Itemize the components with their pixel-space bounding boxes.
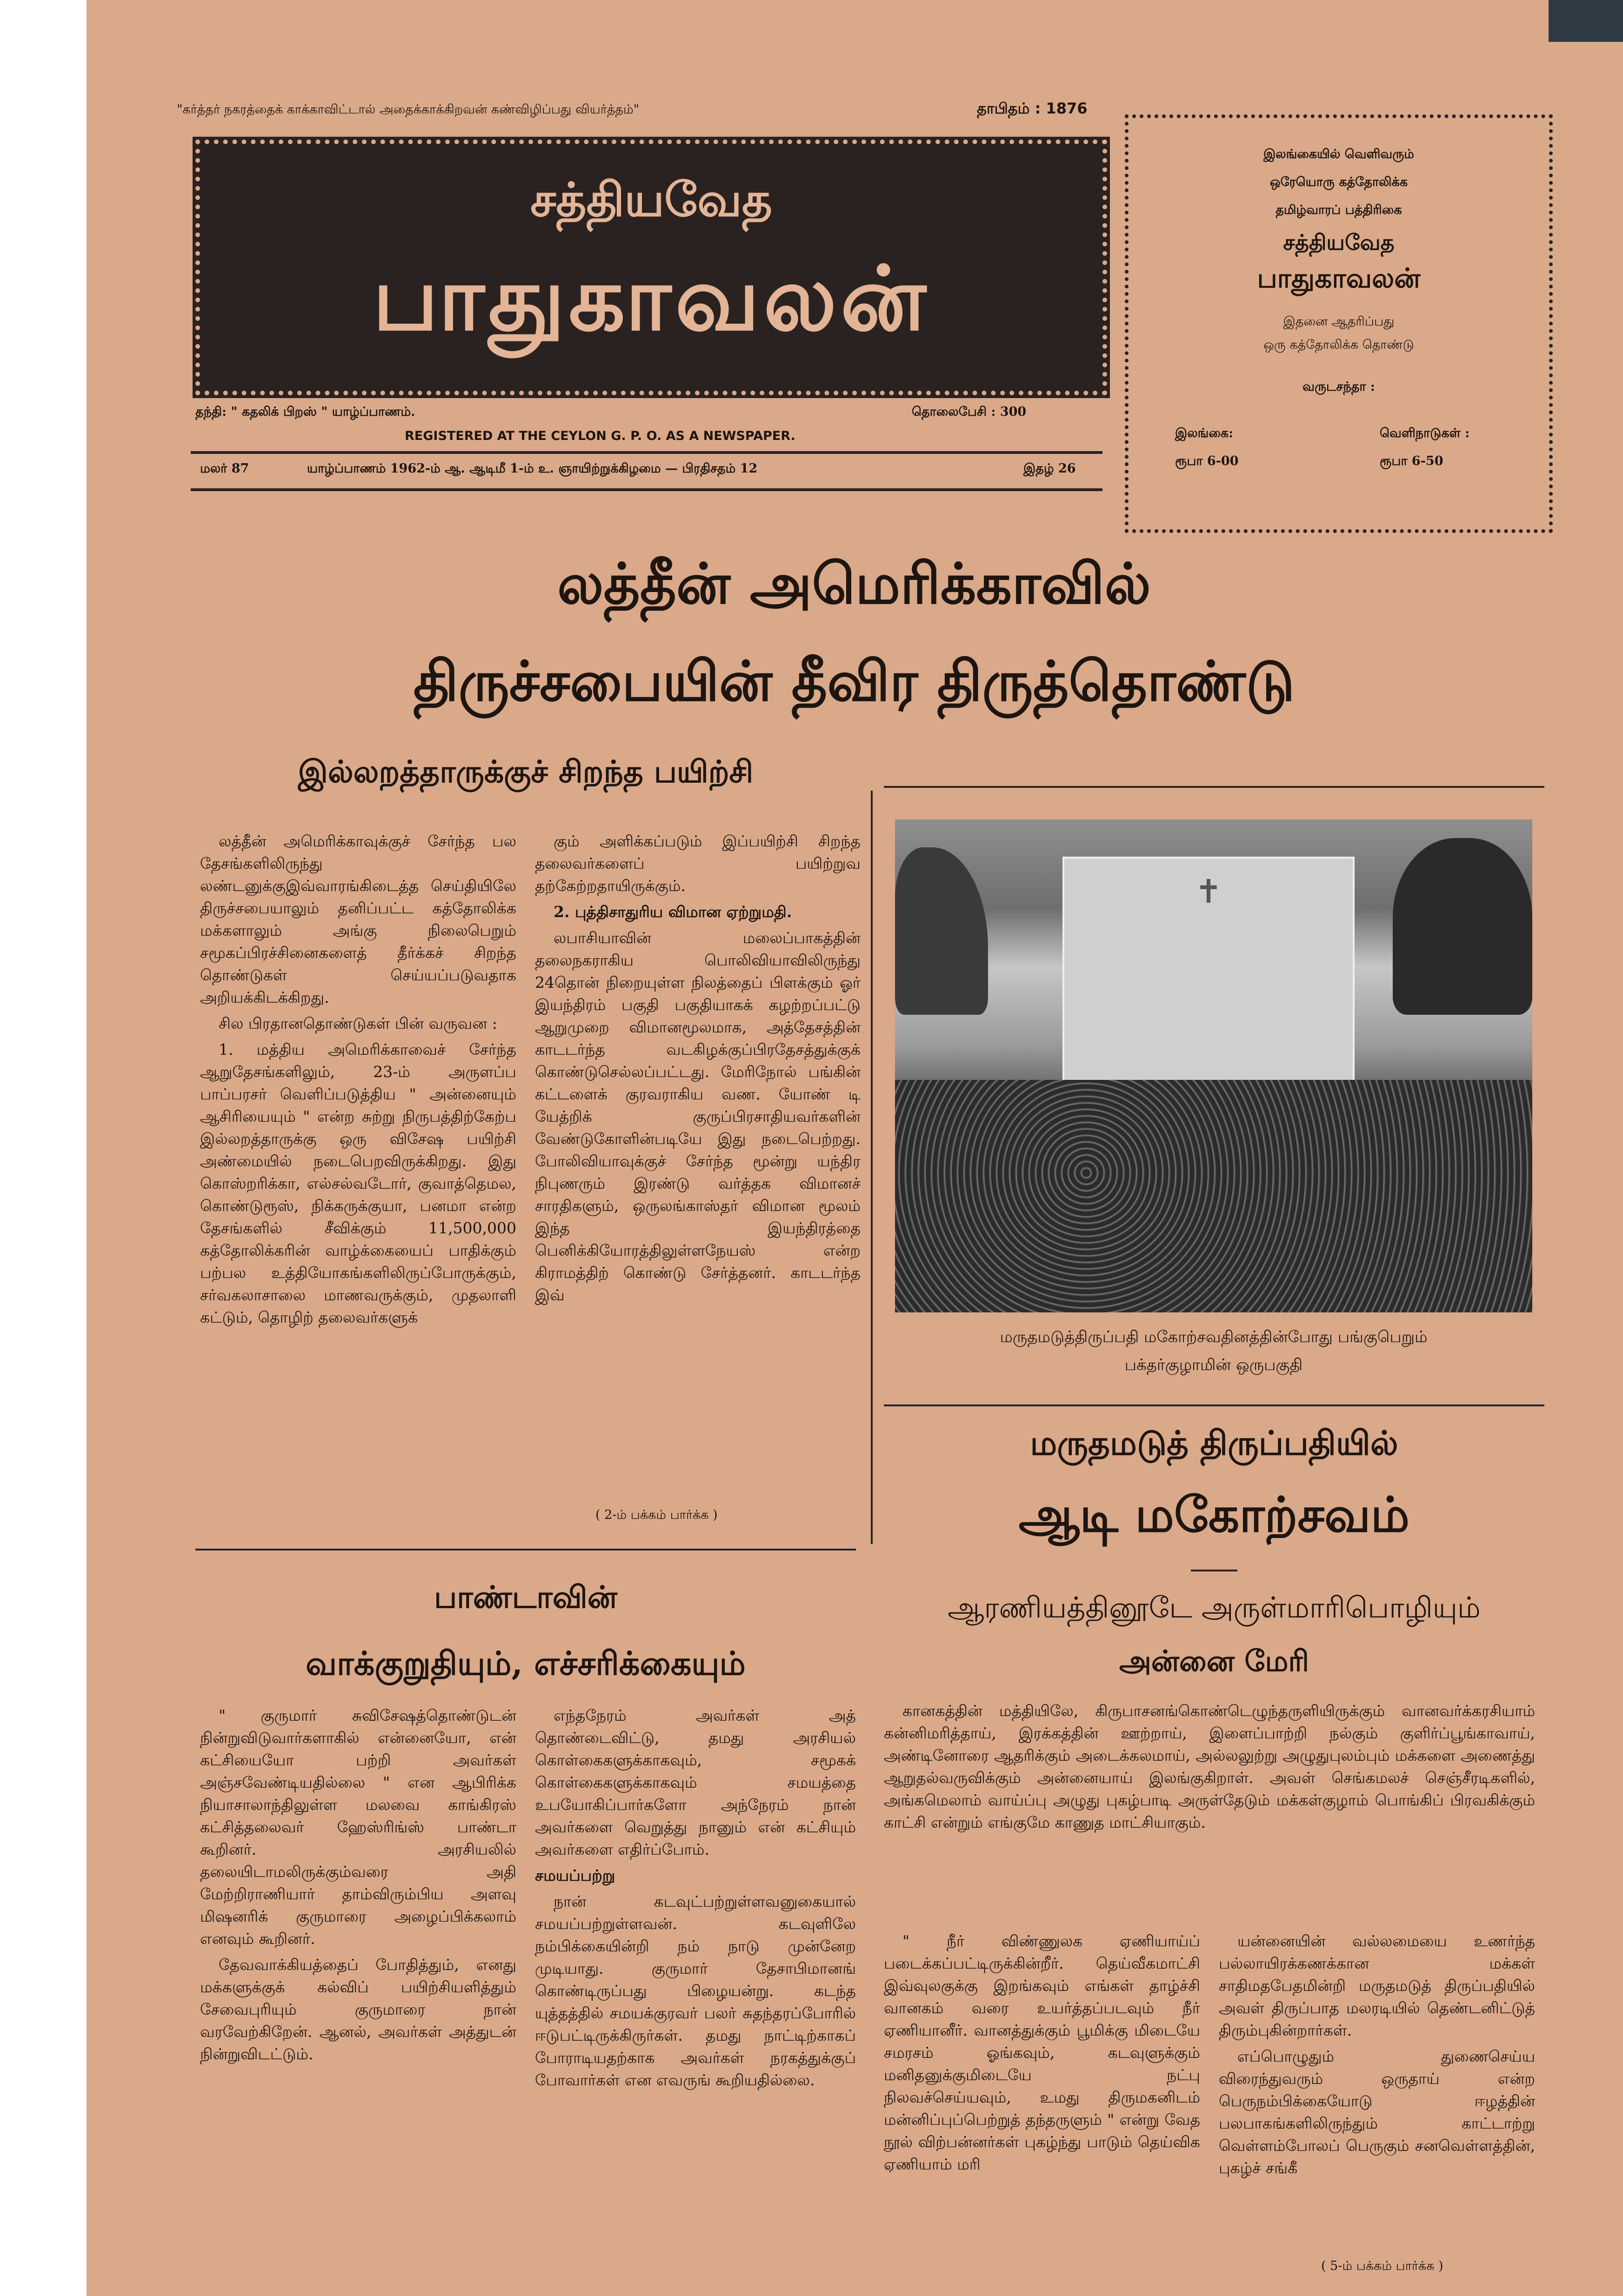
dateline: யாழ்ப்பாணம் 1962-ம் ஆ. ஆடிமீ 1-ம் உ. ஞாயிற்றுக்கிழமை — பிரதிசதம் 12 <box>307 461 758 476</box>
banda-col-b-para-2: நான் கடவுட்பற்றுள்ளவனுகையால் சமயப்பற்றுள்ளவன். கடவுளிலே நம்பிக்கையின்றி நம் நாடு முன்னேற முடியாது. குருமார் தேசாபிமானங் கொண்டிருப்பது பிழையன்று. கடந்த யுத்தத்தில் சமயக்குரவர் பலர் சுதந்தரப்போரில் ஈடுபட்டிருக்கிருர்கள். தமது நாட்டிற்காகப் போராடியதற்காக அவர்கள் நரகத்துக்குப் போவார்கள் என எவருங் கூறியதில்லை. <box>535 1892 856 2089</box>
telegram-address: தந்தி: " கதலிக் பிறஸ் " யாழ்ப்பாணம். <box>195 405 415 419</box>
photo-rule <box>884 786 1544 788</box>
box-line-1: இலங்கையில் வெளிவரும் <box>1263 147 1414 161</box>
banda-col-b-para-1: எந்தநேரம் அவர்கள் அத் தொண்டைவிட்டு, தமது அரசியல் கொள்கைகளுக்காகவும், சமூகக் கொள்கைகளுக்காகவும் சமயத்தை உபயோகிப்பார்களோ அந்நேரம் நான் அவர்களை வெறுத்து நானும் என் கட்சியும் அவர்களை எதிர்ப்போம். <box>535 1706 856 1858</box>
palm-tree <box>895 847 988 1015</box>
lead-headline-2: திருச்சபையின் தீவிர திருத்தொண்டு <box>413 649 1295 713</box>
foreign-label: வெளிநாடுகள் : <box>1380 426 1470 440</box>
madhu-subheadline-1: ஆரணியத்தினூடே அருள்மாரிபொழியும் <box>948 1591 1481 1624</box>
masthead-title-main: பாதுகாவலன் <box>372 246 930 350</box>
madhu-col-b-para-1: யன்னையின் வல்லமையை உணர்ந்த பல்லாயிரக்கணக்கான மக்கள் சாதிமதபேதமின்றி மருதமடுத் திருப்பதியில் அவள் திருப்பாத மலரடியில் தெண்டனிட்டுத் திரும்புகின்றார்கள். <box>1219 1932 1535 2039</box>
banda-col-a-para-1: " குருமார் சுவிசேஷத்தொண்டுடன் நின்றுவிடுவார்களாகில் என்னையோ, என் கட்சியையோ பற்றி அவர்கள் அஞ்சவேண்டியதில்லை " என ஆபிரிக்க நியாசாலாந்திலுள்ள மலவை காங்கிரஸ் கட்சித்தலைவர் ஹேஸ்ரிங்ஸ் பாண்டா கூறினர். அரசியலில் தலையிடாமலிருக்கும்வரை அதி மேற்றிராணியார் தாம்விரும்பிய அளவு மிஷனரிக் குருமாரை அழைப்பிக்கலாம் எனவும் கூறினர். <box>200 1706 516 1948</box>
madhu-continuation: ( 5-ம் பக்கம் பார்க்க ) <box>1321 2259 1443 2273</box>
banda-headline-2: வாக்குறுதியும், எச்சரிக்கையும் <box>306 1644 746 1683</box>
banda-col-a-para-2: தேவவாக்கியத்தைப் போதித்தும், எனது மக்களுக்குக் கல்விப் பயிற்சியளித்தும் சேவைபுரியும் குருமாரை நான் வரவேற்கிறேன். ஆனல், அவர்கள் அத்துடன் நின்றுவிடட்டும். <box>200 1956 516 2063</box>
lead-headline-1: லத்தீன் அமெரிக்காவில் <box>557 551 1151 617</box>
lead-continuation: ( 2-ம் பக்கம் பார்க்க ) <box>595 1508 718 1522</box>
masthead-banner <box>195 140 1107 395</box>
madhu-col-b-para-2: எப்பொழுதும் துணைசெய்ய விரைந்துவரும் ஒருதாய் என்ற பெருநம்பிக்கையோடு ஈழத்தின் பலபாகங்களிலிருந்தும் காட்டாற்று வெள்ளம்போலப் பெருகும் சனவெள்ளத்தின், புகழ்ச் சங்கீ <box>1219 2047 1535 2177</box>
volume-number: மலர் 87 <box>200 461 249 476</box>
lead-col2-para-1: கும் அளிக்கப்படும் இப்பயிற்சி சிறந்த தலைவர்களைப் பயிற்றுவ தற்கேற்றதாயிருக்கும். <box>535 832 861 895</box>
tree-foliage <box>1393 838 1532 1015</box>
caption-rule <box>884 1404 1544 1406</box>
banda-column-a <box>200 1704 516 2069</box>
torn-corner <box>1549 0 1623 42</box>
lead-column-2 <box>535 830 861 1310</box>
registration-notice: REGISTERED AT THE CEYLON G. P. O. AS A NEWSPAPER. <box>405 429 795 443</box>
madhu-intro <box>884 1700 1535 1837</box>
masthead-title-top: சத்தியவேத <box>530 172 773 227</box>
box-line-4: சத்தியவேத <box>1283 230 1395 255</box>
local-label: இலங்கை: <box>1175 426 1234 440</box>
subscription-box <box>1125 114 1553 533</box>
festival-crowd-photo <box>895 819 1532 1312</box>
crowd <box>895 1080 1532 1312</box>
photo-caption-1: மருதமடுத்திருப்பதி மகோற்சவதினத்தின்போது பங்குபெறும் <box>1000 1328 1428 1346</box>
lead-subheadline: இல்லறத்தாருக்குச் சிறந்த பயிற்சி <box>298 753 754 790</box>
box-line-5: பாதுகாவலன் <box>1257 262 1421 294</box>
column-rule-photo <box>871 791 873 1544</box>
madhu-headline-2: ஆடி மகோற்சவம் <box>1018 1486 1410 1543</box>
madhu-headline-1: மருதமடுத் திருப்பதியில் <box>1030 1423 1398 1463</box>
banda-col-b-subhead: சமயப்பற்று <box>535 1866 615 1884</box>
dateline-rule-bottom <box>191 488 1102 491</box>
founded-year: தாபிதம் : 1876 <box>977 100 1088 117</box>
lead-col1-para-2: சில பிரதானதொண்டுகள் பின் வருவன : <box>219 1014 497 1032</box>
local-price: ரூபா 6-00 <box>1175 454 1239 468</box>
banda-column-b <box>535 1704 856 2095</box>
box-line-8: வருடசந்தா : <box>1302 379 1375 394</box>
madhu-intro-para: கானகத்தின் மத்தியிலே, கிருபாசனங்கொண்டெழுந்தருளியிருக்கும் வானவர்க்கரசியாம் கன்னிமரித்தாய், இரக்கத்தின் ஊற்றாய், இளைப்பாற்றி நல்கும் குளிர்ப்பூங்காவாய், அண்டினோரை ஆதரிக்கும் அடைக்கலமாய், அல்லலுற்று அழுதுபுலம்பும் மக்களை அணைத்து ஆறுதல்வருவிக்கும் அன்னையாய் இலங்குகிறாள். அவள் செங்கமலச் செஞ்சீரடிகளில், அங்கமெலாம் வாய்ப்பு அழுது புகழ்பாடி அருள்தேடும் மக்கள்குழாம் பொங்கிப் பிரவகிக்கும் காட்சி என்றும் எங்குமே காணுத மாட்சியாகும். <box>884 1702 1535 1831</box>
gateway-cross-icon: ✝ <box>1195 872 1222 911</box>
lead-col2-para-2: 2. புத்திசாதுரிய விமான ஏற்றுமதி. <box>554 903 792 921</box>
dateline-rule-top <box>191 451 1102 454</box>
phone-number: தொலைபேசி : 300 <box>912 405 1027 419</box>
madhu-subheadline-2: அன்னை மேரி <box>1119 1644 1309 1678</box>
masthead-quote: "கர்த்தர் நகரத்தைக் காக்காவிட்டால் அதைக்காக்கிறவன் கண்விழிப்பது வியர்த்தம்" <box>177 102 640 117</box>
lead-column-1 <box>200 830 516 1332</box>
madhu-column-b <box>1219 1930 1535 2183</box>
lead-col1-para-3: 1. மத்திய அமெரிக்காவைச் சேர்ந்த ஆறுதேசங்களிலும், 23-ம் அருளப்ப பாப்பரசர் வெளிப்படுத்திய " அன்னையும் ஆசிரியையும் " என்ற சுற்று நிருபத்திற்கேற்ப இல்லறத்தாருக்கு ஒரு விசேஷ பயிற்சி அண்மையில் நடைபெறவிருக்கிறது. இது கொஸ்றரிக்கா, எல்சல்வடோர், குவாத்தெமல, கொண்டுரூஸ், நிக்கருக்குயா, பனமா என்ற தேசங்களில் சீவிக்கும் 11,500,000 கத்தோலிக்கரின் வாழ்க்கையைப் பாதிக்கும் பற்பல உத்தியோகங்களிலிருப்போருக்கும், சர்வகலாசாலை மாணவருக்கும், முதலாளி கட்டும், தொழிற் தலைவர்களுக் <box>200 1040 516 1326</box>
foreign-price: ரூபா 6-50 <box>1380 454 1443 468</box>
banda-headline-1: பாண்டாவின் <box>434 1579 617 1615</box>
madhu-col-a-para: " நீர் விண்ணுலக ஏணியாய்ப் படைக்கப்பட்டிருக்கின்றீர். தெய்வீகமாட்சி இவ்வுலகுக்கு இறங்கவும் எங்கள் தாழ்ச்சி வானகம் வரை உயர்த்தப்படவும் நீர் ஏணியானீர். வானத்துக்கும் பூமிக்கு மிடையே சமரசம் ஓங்கவும், கடவுளுக்கும் மனிதனுக்குமிடையே நட்பு நிலவச்செய்யவும், உமது திருமகனிடம் மன்னிப்புப்பெற்றுத் தந்தருளும் " என்று வேத நூல் விற்பன்னர்கள் புகழ்ந்து பாடும் தெய்விக ஏணியாம் மரி <box>884 1932 1200 2173</box>
box-line-2: ஒரேயொரு கத்தோலிக்க <box>1269 175 1408 189</box>
box-line-3: தமிழ்வாரப் பத்திரிகை <box>1276 203 1402 217</box>
madhu-column-a <box>884 1930 1200 2179</box>
photo-caption-2: பக்தர்குழாமின் ஒருபகுதி <box>1124 1356 1303 1374</box>
madhu-ornament <box>1191 1570 1237 1571</box>
box-line-6: இதனை ஆதரிப்பது <box>1283 314 1395 329</box>
lead-col1-para-1: லத்தீன் அமெரிக்காவுக்குச் சேர்ந்த பல தேசங்களிலிருந்து லண்டனுக்குஇவ்வாரங்கிடைத்த செய்தியிலே திருச்சபையாலும் தனிப்பட்ட கத்தோலிக்க மக்களாலும் அங்கு நிலைபெறும் சமூகப்பிரச்சினைகளைத் தீர்க்கச் சிறந்த தொண்டுகள் செய்யப்படுவதாக அறியக்கிடக்கிறது. <box>200 832 516 1006</box>
lead-bottom-rule <box>195 1549 856 1551</box>
issue-number: இதழ் 26 <box>1023 461 1076 476</box>
lead-col2-para-3: லபாசியாவின் மலைப்பாகத்தின் தலைநகராகிய பொலிவியாவிலிருந்து 24தொன் நிறையுள்ள நிலத்தைப் பிளக்கும் ஓர் இயந்திரம் பகுதி பகுதியாகக் கழற்றப்பட்டு ஆறுமுறை விமானமூலமாக, அத்தேசத்தின் காடடர்ந்த வடகிழக்குப்பிரதேசத்துக்குக் கொண்டுசெல்லப்பட்டது. மேரிநோல் பங்கின் கட்டளைக் குரவராகிய வண. யோண் டி யேத்றிக் குருப்பிரசாதியவர்களின் வேண்டுகோளின்படியே இது நடைபெற்றது. போலிவியாவுக்குச் சேர்ந்த மூன்று யந்திர நிபுணரும் இரண்டு வர்த்தக விமானச் சாரதிகளும், ஒருலங்காஸ்தர் விமான மூலம் இந்த இயந்திரத்தை பெனிக்கியோரத்திலுள்ளநேயஸ் என்ற கிராமத்திற் கொண்டு சேர்த்தனர். காடடர்ந்த இவ் <box>535 929 861 1304</box>
box-line-7: ஒரு கத்தோலிக்க தொண்டு <box>1263 338 1414 352</box>
